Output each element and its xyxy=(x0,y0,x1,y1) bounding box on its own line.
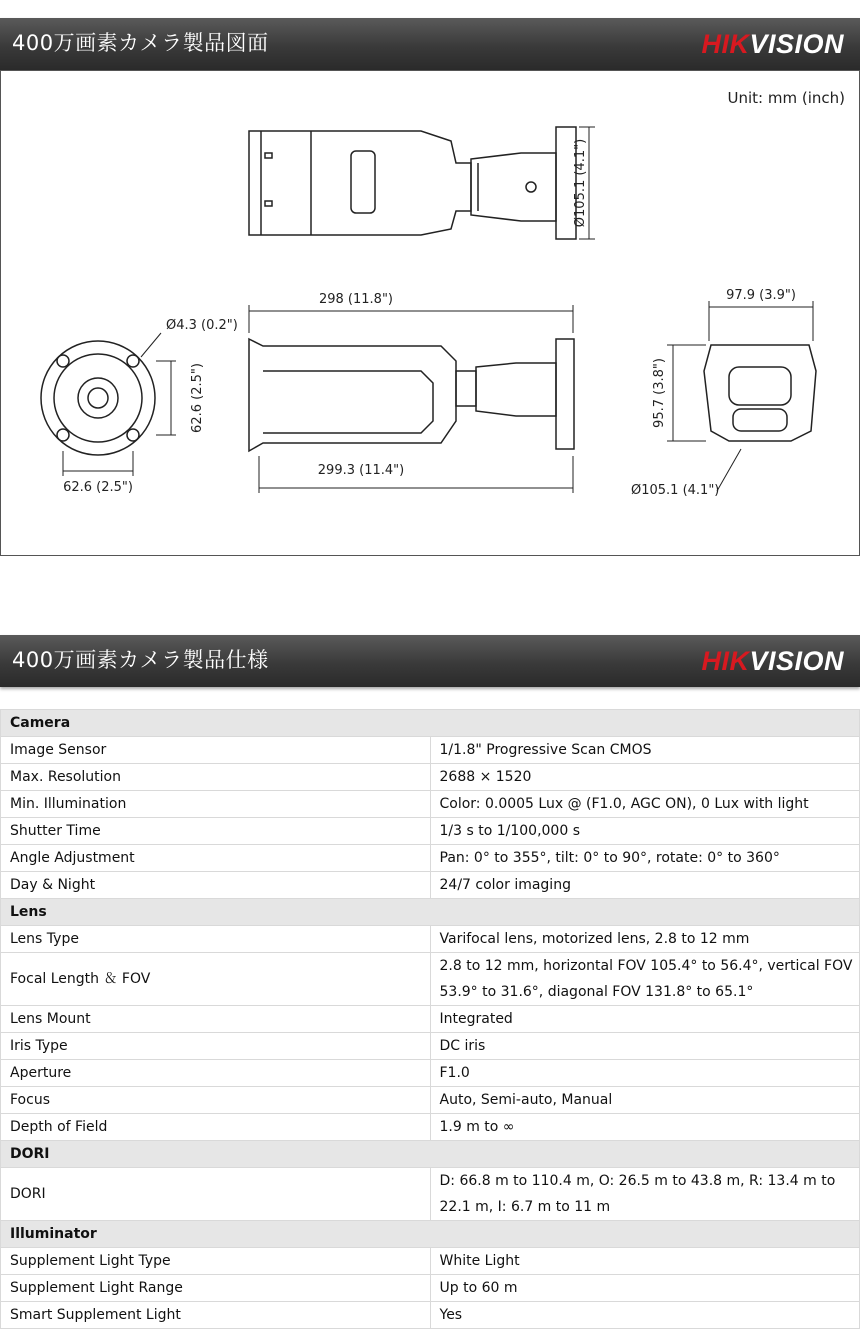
spec-value: 1/3 s to 1/100,000 s xyxy=(430,818,860,845)
spec-label: Lens Type xyxy=(1,926,431,953)
product-drawing xyxy=(0,70,860,556)
spec-label: Shutter Time xyxy=(1,818,431,845)
spec-value: 1/1.8" Progressive Scan CMOS xyxy=(430,737,860,764)
spec-label: Day & Night xyxy=(1,872,431,899)
spec-row xyxy=(1,1060,860,1087)
spec-row xyxy=(1,872,860,899)
spec-label: Image Sensor xyxy=(1,737,431,764)
spec-label: Focus xyxy=(1,1087,431,1114)
spec-value: D: 66.8 m to 110.4 m, O: 26.5 m to 43.8 m, R: 13.4 m to 22.1 m, I: 6.7 m to 11 m xyxy=(430,1168,860,1221)
spec-value: Yes xyxy=(430,1302,860,1329)
spec-row xyxy=(1,737,860,764)
hikvision-logo: HIKVISION xyxy=(701,646,844,676)
spec-section-row xyxy=(1,710,860,737)
spec-value: Auto, Semi-auto, Manual xyxy=(430,1087,860,1114)
dim-rear-horizontal: 62.6 (2.5") xyxy=(63,480,133,495)
spec-label: Angle Adjustment xyxy=(1,845,431,872)
spec-label: Focal Length ＆ FOV xyxy=(1,953,431,1006)
spec-label: Supplement Light Type xyxy=(1,1248,431,1275)
spec-label: Smart Supplement Light xyxy=(1,1302,431,1329)
spec-section-label: Lens xyxy=(1,899,860,926)
spec-row xyxy=(1,845,860,872)
spec-row xyxy=(1,791,860,818)
dim-diameter-top: Ø105.1 (4.1") xyxy=(573,138,588,228)
spec-value: Varifocal lens, motorized lens, 2.8 to 12 mm xyxy=(430,926,860,953)
spec-value: White Light xyxy=(430,1248,860,1275)
dim-diameter-front: Ø105.1 (4.1") xyxy=(631,483,720,498)
spec-row xyxy=(1,764,860,791)
spec-value: Up to 60 m xyxy=(430,1275,860,1302)
drawing-title: 400万画素カメラ製品図面 xyxy=(12,31,269,55)
spec-value: DC iris xyxy=(430,1033,860,1060)
spec-section-label: DORI xyxy=(1,1141,860,1168)
drawing-banner xyxy=(0,18,860,70)
dim-front-height: 95.7 (3.8") xyxy=(652,358,667,428)
spec-label: Iris Type xyxy=(1,1033,431,1060)
spec-row xyxy=(1,1006,860,1033)
dim-hole: Ø4.3 (0.2") xyxy=(166,318,238,333)
spec-table xyxy=(0,709,860,1329)
spec-value: F1.0 xyxy=(430,1060,860,1087)
spec-section-label: Illuminator xyxy=(1,1221,860,1248)
spec-value: 2688 × 1520 xyxy=(430,764,860,791)
spec-label: Supplement Light Range xyxy=(1,1275,431,1302)
dim-rear-vertical: 62.6 (2.5") xyxy=(190,363,205,433)
spec-label: Depth of Field xyxy=(1,1114,431,1141)
spec-title: 400万画素カメラ製品仕様 xyxy=(12,648,269,672)
spec-section-label: Camera xyxy=(1,710,860,737)
spec-value: Pan: 0° to 355°, tilt: 0° to 90°, rotate: 0° to 360° xyxy=(430,845,860,872)
spec-row xyxy=(1,1168,860,1221)
spec-row xyxy=(1,953,860,1006)
spec-label: Aperture xyxy=(1,1060,431,1087)
spec-section-row xyxy=(1,1141,860,1168)
dim-front-width: 97.9 (3.9") xyxy=(726,288,796,303)
spec-value: Color: 0.0005 Lux @ (F1.0, AGC ON), 0 Lux with light xyxy=(430,791,860,818)
spec-value: 1.9 m to ∞ xyxy=(430,1114,860,1141)
spec-row xyxy=(1,1114,860,1141)
spec-row xyxy=(1,1248,860,1275)
front-view-body xyxy=(704,345,816,441)
spec-row xyxy=(1,926,860,953)
spec-label: Lens Mount xyxy=(1,1006,431,1033)
spec-value: Integrated xyxy=(430,1006,860,1033)
spec-row xyxy=(1,1087,860,1114)
unit-label: Unit: mm (inch) xyxy=(727,89,845,107)
spec-label: Max. Resolution xyxy=(1,764,431,791)
camera-drawing-svg xyxy=(1,71,859,555)
spec-value: 24/7 color imaging xyxy=(430,872,860,899)
spec-row xyxy=(1,1033,860,1060)
spec-section-row xyxy=(1,1221,860,1248)
dim-length-299: 299.3 (11.4") xyxy=(317,463,405,478)
spec-row xyxy=(1,1302,860,1329)
side-view-body xyxy=(249,339,456,451)
spec-value: 2.8 to 12 mm, horizontal FOV 105.4° to 56.4°, vertical FOV 53.9° to 31.6°, diagonal FOV 131.8° to 65.1° xyxy=(430,953,860,1006)
spec-label: DORI xyxy=(1,1168,431,1221)
spec-banner xyxy=(0,635,860,687)
dim-length-298: 298 (11.8") xyxy=(318,292,394,307)
hikvision-logo: HIKVISION xyxy=(701,29,844,59)
spec-row xyxy=(1,818,860,845)
spec-label: Min. Illumination xyxy=(1,791,431,818)
spec-section-row xyxy=(1,899,860,926)
top-view-body xyxy=(249,131,471,235)
spec-row xyxy=(1,1275,860,1302)
